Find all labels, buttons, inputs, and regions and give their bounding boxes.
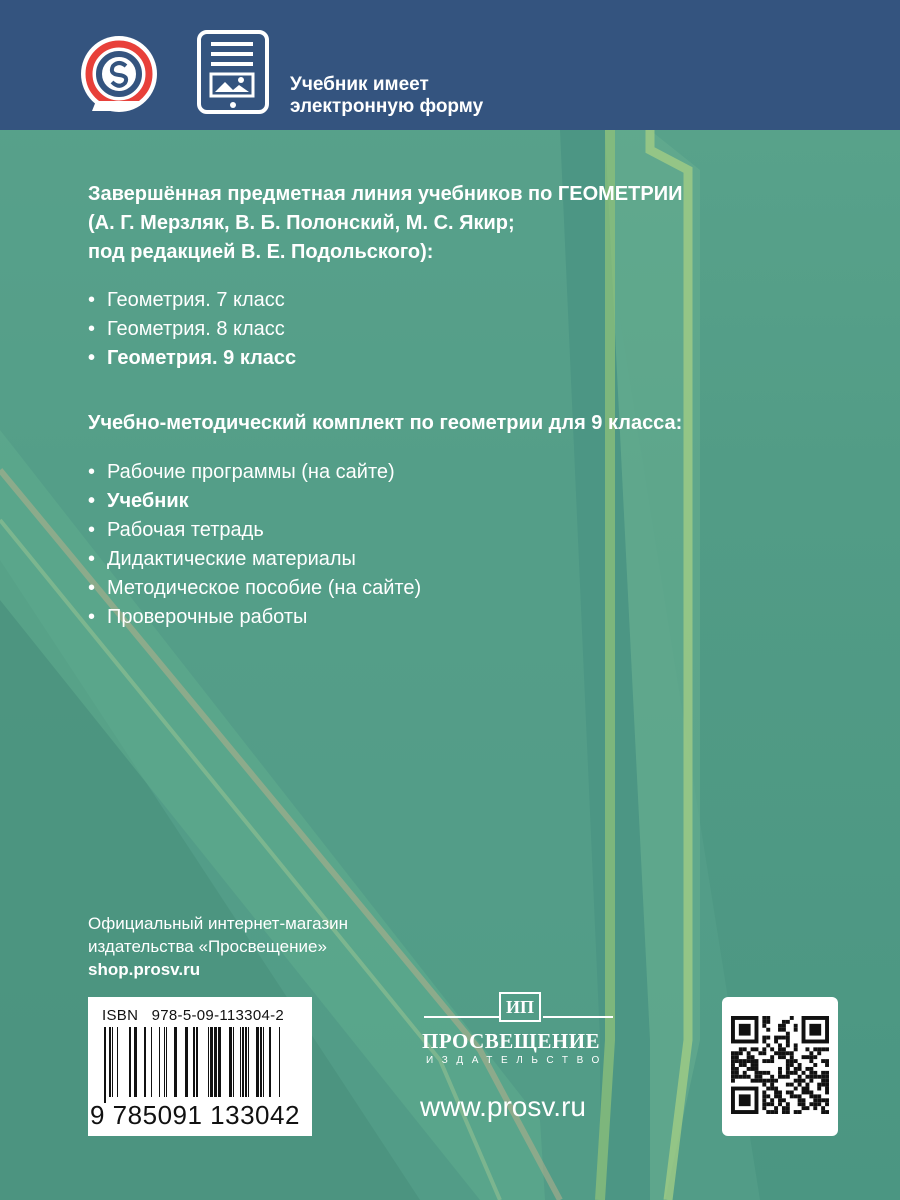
list-item-label: Учебник: [107, 490, 189, 512]
series-heading: [88, 180, 848, 267]
list-item: [88, 603, 848, 632]
kit-list: [88, 458, 848, 632]
bullet-icon: •: [88, 461, 96, 483]
barcode-icon: [102, 1027, 300, 1103]
publisher-website-link[interactable]: www.prosv.ru: [420, 1091, 586, 1122]
bullet-icon: •: [88, 519, 96, 541]
publisher-mark-text: ИП: [505, 997, 535, 1017]
series-heading-line: под редакцией В. Е. Подольского):: [88, 241, 434, 263]
eform-line-1: Учебник имеет: [290, 74, 429, 95]
tablet-book-icon: [197, 30, 269, 114]
kit-heading: Учебно-методический комплект по геометрии для 9 класса:: [88, 412, 683, 434]
list-item-label: Дидактические материалы: [107, 548, 356, 570]
list-item-label: Геометрия. 9 класс: [107, 347, 297, 369]
bullet-icon: •: [88, 548, 96, 570]
list-item-label: Методическое пособие (на сайте): [107, 577, 422, 599]
isbn-barcode: [88, 997, 312, 1136]
bullet-icon: •: [88, 490, 96, 512]
list-item: [88, 315, 848, 344]
publisher-subtitle: ИЗДАТЕЛЬСТВО: [426, 1055, 608, 1066]
bullet-icon: •: [88, 289, 96, 311]
eform-line-2: электронную форму: [290, 96, 484, 117]
publisher-logo-icon: [498, 989, 542, 1023]
shop-line-1: Официальный интернет-магазин: [88, 914, 349, 933]
circle-s-logo-icon: [78, 33, 160, 115]
list-item: [88, 458, 848, 487]
list-item-label: Рабочие программы (на сайте): [107, 461, 395, 483]
qr-code-icon: [731, 1016, 829, 1114]
bullet-icon: •: [88, 318, 96, 340]
list-item-label: Рабочая тетрадь: [107, 519, 264, 541]
qr-code: [722, 997, 838, 1136]
isbn-line: [102, 1007, 284, 1024]
list-item: [88, 344, 848, 373]
isbn-number: 978-5-09-113304-2: [151, 1007, 285, 1024]
list-item: [88, 545, 848, 574]
bullet-icon: •: [88, 577, 96, 599]
list-item-label: Проверочные работы: [107, 606, 308, 628]
list-item: [88, 286, 848, 315]
list-item-label: Геометрия. 8 класс: [107, 318, 285, 340]
shop-line-2: издательства «Просвещение»: [88, 937, 327, 956]
divider: [424, 1016, 499, 1018]
divider: [543, 1016, 613, 1018]
isbn-label: ISBN: [102, 1007, 139, 1024]
top-band: [0, 0, 900, 130]
list-item: [88, 487, 848, 516]
shop-info: [88, 912, 348, 981]
shop-url-link[interactable]: shop.prosv.ru: [88, 960, 201, 979]
main-content: [88, 180, 848, 632]
list-item-label: Геометрия. 7 класс: [107, 289, 285, 311]
bullet-icon: •: [88, 347, 96, 369]
list-item: [88, 516, 848, 545]
bullet-icon: •: [88, 606, 96, 628]
barcode-digits: 9 785091 133042: [90, 1100, 300, 1130]
list-item: [88, 574, 848, 603]
publisher-name: ПРОСВЕЩЕНИЕ: [422, 1029, 601, 1053]
series-heading-line: Завершённая предметная линия учебников по ГЕОМЕТРИИ: [88, 183, 683, 205]
electronic-form-note: [290, 74, 483, 118]
series-list: [88, 286, 848, 373]
series-heading-line: (А. Г. Мерзляк, В. Б. Полонский, М. С. Якир;: [88, 212, 515, 234]
